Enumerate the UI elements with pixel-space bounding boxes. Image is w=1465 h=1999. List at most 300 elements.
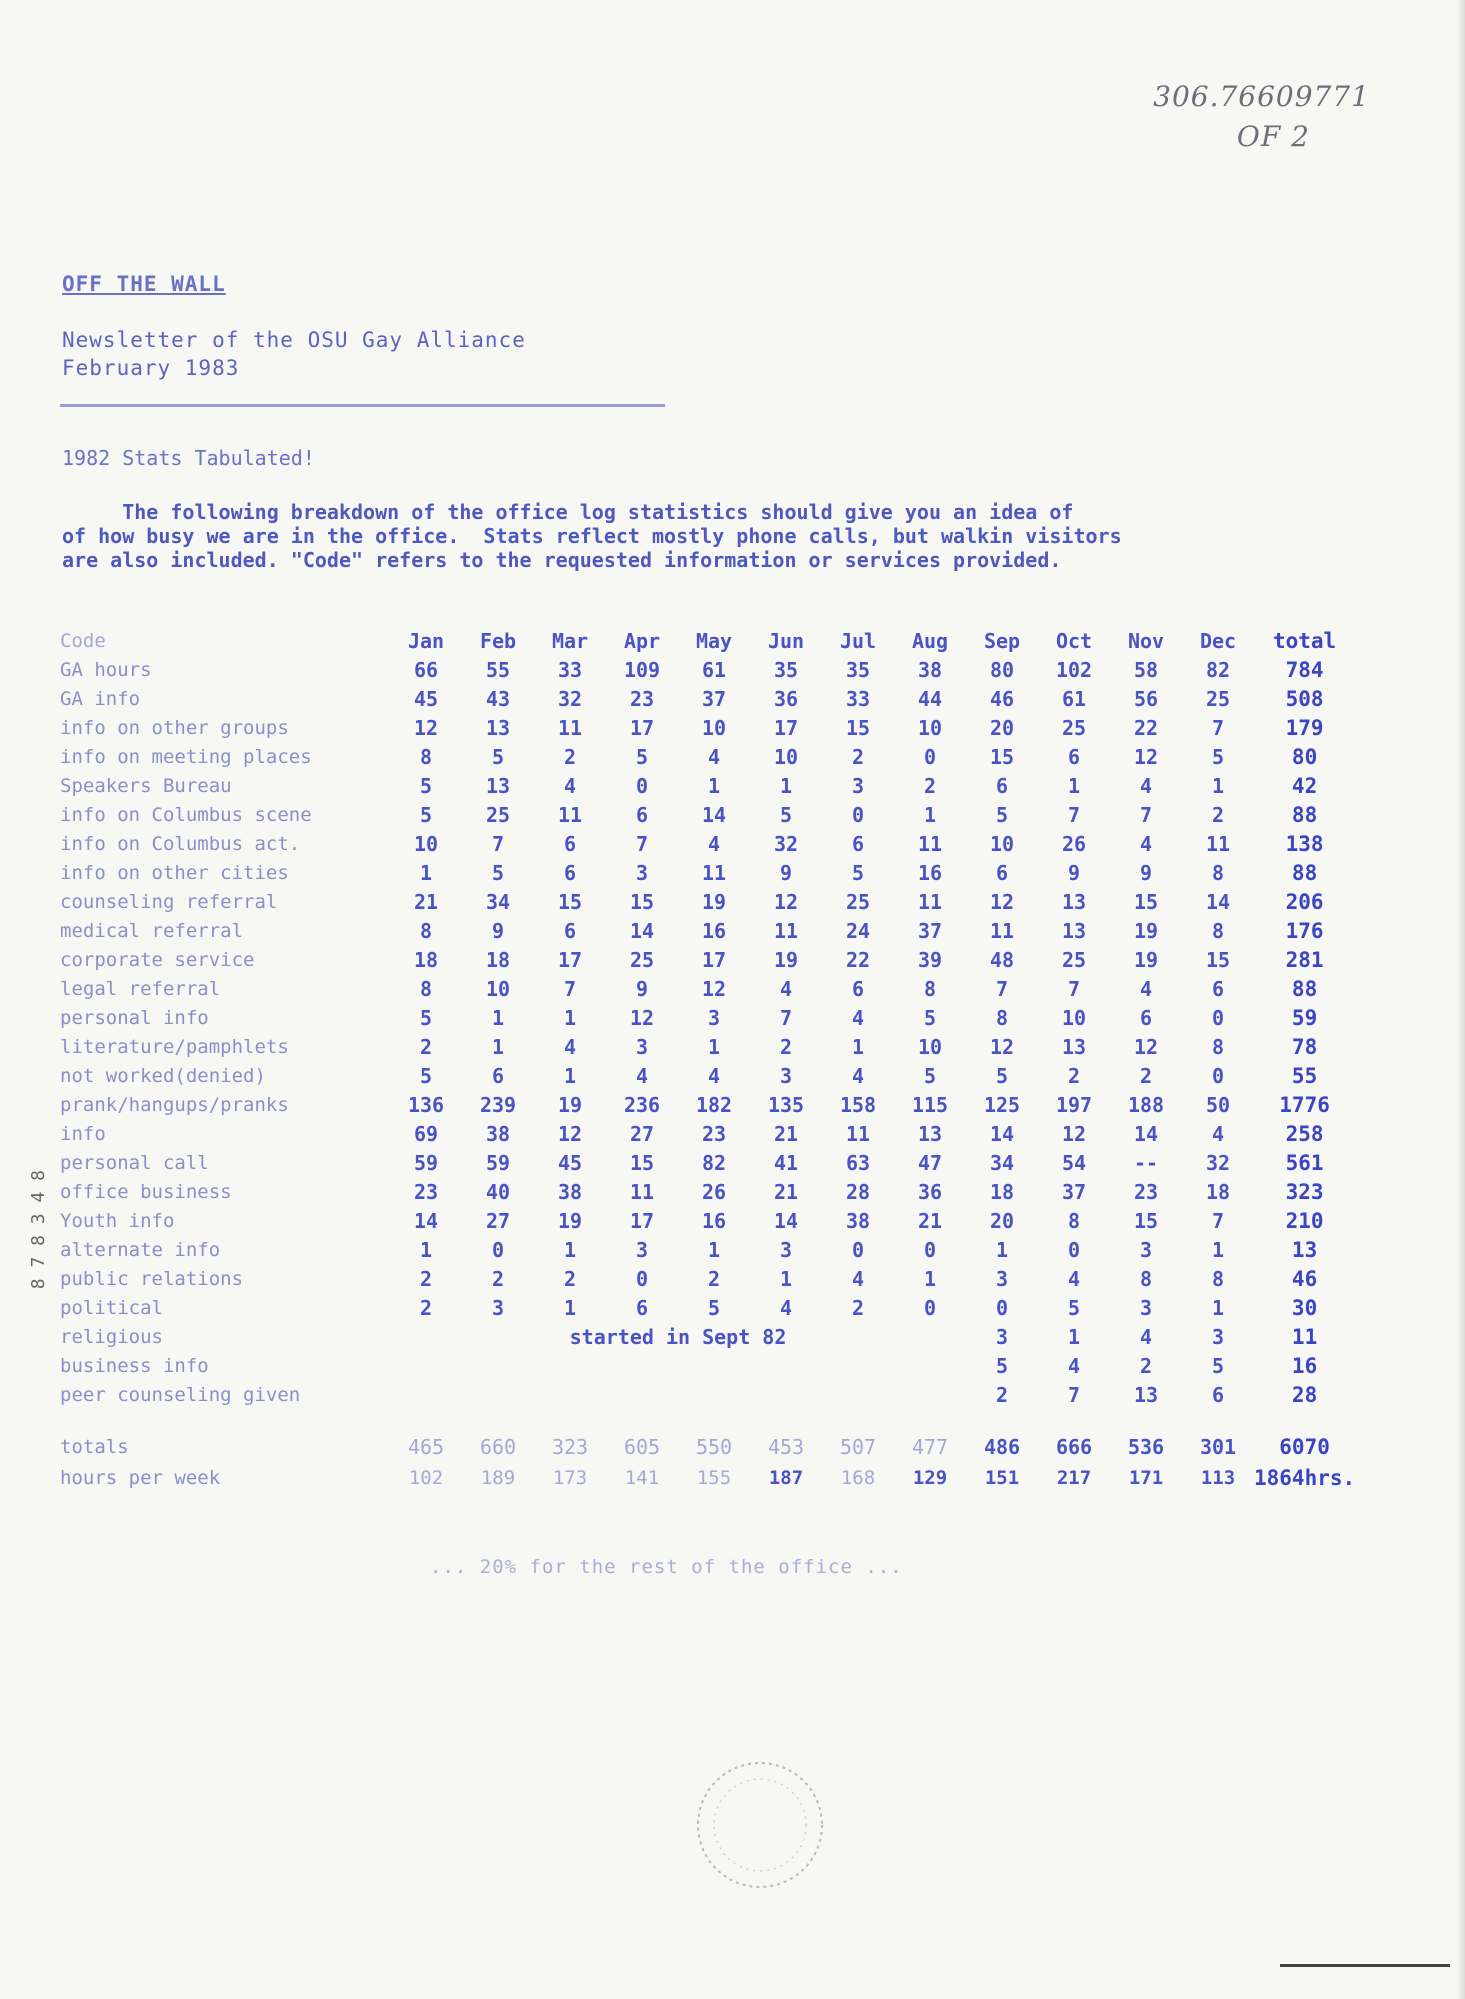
code-label: info on other cities <box>60 861 289 884</box>
hours-value: 129 <box>912 1466 948 1489</box>
row-total: 55 <box>1291 1063 1318 1088</box>
cell-value: 5 <box>635 744 649 769</box>
hours-per-week-row <box>60 1463 1355 1492</box>
cell-value: 44 <box>917 686 943 711</box>
cell-value: 2 <box>563 1266 577 1291</box>
cell-value: 12 <box>701 976 727 1001</box>
cell-value: 1 <box>563 1295 577 1320</box>
code-label: prank/hangups/pranks <box>60 1093 289 1116</box>
cell-value: 6 <box>851 976 865 1001</box>
row-total: 784 <box>1285 657 1324 682</box>
table-row <box>60 800 1355 829</box>
cell-value: 32 <box>1205 1150 1231 1175</box>
cell-value: 20 <box>989 715 1015 740</box>
cell-value: 5 <box>779 802 793 827</box>
cell-value: 11 <box>989 918 1015 943</box>
cell-value: 3 <box>635 860 649 885</box>
cell-value: 7 <box>1067 1382 1081 1407</box>
cell-value <box>822 1380 894 1409</box>
cell-value: 7 <box>779 1005 793 1030</box>
code-label: Speakers Bureau <box>60 774 232 797</box>
cell-value: 1 <box>1211 773 1225 798</box>
row-total: 78 <box>1291 1034 1318 1059</box>
cell-value: 12 <box>989 1034 1015 1059</box>
hours-value: 113 <box>1200 1466 1236 1489</box>
cell-value: 19 <box>773 947 799 972</box>
monthly-total: 605 <box>623 1435 661 1459</box>
footer-rule <box>1280 1964 1450 1967</box>
code-label: corporate service <box>60 948 255 971</box>
cell-value: 17 <box>557 947 583 972</box>
cell-value: 5 <box>995 1063 1009 1088</box>
intro-line: are also included. "Code" refers to the requested information or services provided. <box>62 548 1062 572</box>
cell-value: 102 <box>1055 657 1093 682</box>
cell-value: 23 <box>629 686 655 711</box>
cell-value: 34 <box>485 889 511 914</box>
cell-value: 12 <box>1133 1034 1159 1059</box>
code-label: political <box>60 1296 163 1319</box>
cell-value: 0 <box>995 1295 1009 1320</box>
cell-value: 15 <box>1133 1208 1159 1233</box>
table-row <box>60 1293 1355 1322</box>
cell-value: 13 <box>485 715 511 740</box>
monthly-total: 453 <box>767 1435 805 1459</box>
code-label: legal referral <box>60 977 221 1000</box>
cell-value: 45 <box>413 686 439 711</box>
table-row <box>60 1090 1355 1119</box>
cell-value: 135 <box>767 1092 805 1117</box>
month-header: Sep <box>983 628 1021 653</box>
hours-value: 171 <box>1128 1466 1164 1489</box>
cell-value: 13 <box>1133 1382 1159 1407</box>
cell-value: 4 <box>851 1063 865 1088</box>
cell-value: 11 <box>629 1179 655 1204</box>
table-row <box>60 945 1355 974</box>
cell-value: 2 <box>419 1034 433 1059</box>
cell-value: 26 <box>1061 831 1087 856</box>
cell-value: 14 <box>773 1208 799 1233</box>
monthly-total: 323 <box>551 1435 589 1459</box>
cell-value: 13 <box>1061 889 1087 914</box>
cell-value: 17 <box>629 715 655 740</box>
started-note: started in Sept 82 <box>569 1324 787 1349</box>
cell-value: 15 <box>1133 889 1159 914</box>
month-header: Dec <box>1199 628 1237 653</box>
cell-value: 10 <box>413 831 439 856</box>
cell-value: 115 <box>911 1092 949 1117</box>
cell-value: 25 <box>1061 947 1087 972</box>
cell-value: 8 <box>1211 1034 1225 1059</box>
cell-value: 47 <box>917 1150 943 1175</box>
cell-value: 15 <box>845 715 871 740</box>
cell-value: 4 <box>1139 1324 1153 1349</box>
cell-value: 23 <box>701 1121 727 1146</box>
cell-value: 61 <box>701 657 727 682</box>
monthly-total: 550 <box>695 1435 733 1459</box>
cell-value: 9 <box>635 976 649 1001</box>
month-header: Feb <box>479 628 517 653</box>
code-label: info on other groups <box>60 716 289 739</box>
cell-value: 158 <box>839 1092 877 1117</box>
cell-value: 17 <box>629 1208 655 1233</box>
cell-value: 4 <box>1139 773 1153 798</box>
month-header: Jan <box>407 628 445 653</box>
table-row <box>60 1235 1355 1264</box>
row-total: 16 <box>1291 1353 1318 1378</box>
cell-value: 15 <box>557 889 583 914</box>
row-total: 42 <box>1291 773 1318 798</box>
cell-value: 13 <box>485 773 511 798</box>
code-label: GA hours <box>60 658 152 681</box>
newsletter-subtitle: Newsletter of the OSU Gay Alliance <box>62 328 526 352</box>
code-label: medical referral <box>60 919 244 942</box>
hours-total: 1864hrs. <box>1254 1465 1356 1490</box>
cell-value: 5 <box>707 1295 721 1320</box>
cell-value: 45 <box>557 1150 583 1175</box>
hours-value: 102 <box>408 1466 444 1489</box>
cell-value: 11 <box>917 889 943 914</box>
cell-value: 15 <box>629 1150 655 1175</box>
hours-value: 141 <box>624 1466 660 1489</box>
cell-value: 9 <box>491 918 505 943</box>
cell-value: 1 <box>419 1237 433 1262</box>
cell-value: 182 <box>695 1092 733 1117</box>
cell-value: 5 <box>923 1063 937 1088</box>
cell-value: 11 <box>1205 831 1231 856</box>
cell-value: 18 <box>989 1179 1015 1204</box>
cell-value <box>606 1380 678 1409</box>
table-row <box>60 771 1355 800</box>
cell-value: 27 <box>485 1208 511 1233</box>
newsletter-masthead: OFF THE WALL <box>62 272 226 296</box>
cell-value: 17 <box>773 715 799 740</box>
total-column-header: total <box>1272 628 1337 653</box>
cell-value: 82 <box>701 1150 727 1175</box>
code-label: Youth info <box>60 1209 175 1232</box>
row-total: 281 <box>1285 947 1324 972</box>
cell-value: 1 <box>707 773 721 798</box>
cell-value: 1 <box>779 1266 793 1291</box>
cell-value: 21 <box>413 889 439 914</box>
cell-value: 4 <box>1211 1121 1225 1146</box>
cell-value: 3 <box>491 1295 505 1320</box>
cell-value: 3 <box>851 773 865 798</box>
row-total: 1776 <box>1279 1092 1330 1117</box>
cell-value: 33 <box>845 686 871 711</box>
cell-value: 8 <box>923 976 937 1001</box>
code-label: personal call <box>60 1151 209 1174</box>
cell-value: 15 <box>629 889 655 914</box>
code-label: alternate info <box>60 1238 221 1261</box>
cell-value: 1 <box>995 1237 1009 1262</box>
cell-value <box>390 1351 462 1380</box>
cell-value: 8 <box>419 976 433 1001</box>
cell-value: 0 <box>923 1237 937 1262</box>
table-row <box>60 684 1355 713</box>
cell-value: 0 <box>851 802 865 827</box>
cell-value: 1 <box>419 860 433 885</box>
cell-value: 0 <box>851 1237 865 1262</box>
row-total: 30 <box>1291 1295 1318 1320</box>
cell-value: 37 <box>1061 1179 1087 1204</box>
table-row <box>60 742 1355 771</box>
cell-value: 21 <box>917 1208 943 1233</box>
cell-value: 5 <box>995 1353 1009 1378</box>
handwritten-copy-note: OF 2 <box>1236 120 1310 153</box>
code-label: info on meeting places <box>60 745 312 768</box>
cell-value: 6 <box>1139 1005 1153 1030</box>
table-row <box>60 1003 1355 1032</box>
table-row <box>60 713 1355 742</box>
cell-value: 5 <box>419 1063 433 1088</box>
intro-line: of how busy we are in the office. Stats reflect mostly phone calls, but walkin visitors <box>62 524 1122 548</box>
monthly-total: 507 <box>839 1435 877 1459</box>
cell-value: 82 <box>1205 657 1231 682</box>
table-row <box>60 1061 1355 1090</box>
cell-value: 10 <box>485 976 511 1001</box>
hours-value: 173 <box>552 1466 588 1489</box>
code-label: personal info <box>60 1006 209 1029</box>
cell-value: 9 <box>1067 860 1081 885</box>
cell-value: 2 <box>419 1295 433 1320</box>
cell-value: 80 <box>989 657 1015 682</box>
cell-value: 1 <box>1067 773 1081 798</box>
cell-value: 2 <box>779 1034 793 1059</box>
cell-value: 2 <box>995 1382 1009 1407</box>
cell-value: 7 <box>635 831 649 856</box>
cell-value: 25 <box>1061 715 1087 740</box>
cell-value: 41 <box>773 1150 799 1175</box>
month-header: Nov <box>1127 628 1165 653</box>
cell-value: 3 <box>707 1005 721 1030</box>
cell-value: 54 <box>1061 1150 1087 1175</box>
table-row <box>60 1380 1355 1409</box>
cell-value <box>750 1351 822 1380</box>
cell-value: 20 <box>989 1208 1015 1233</box>
cell-value <box>894 1380 966 1409</box>
row-total: 11 <box>1291 1324 1318 1349</box>
row-total: 179 <box>1285 715 1324 740</box>
cell-value: 0 <box>1211 1063 1225 1088</box>
cell-value: 5 <box>419 1005 433 1030</box>
table-row <box>60 1351 1355 1380</box>
month-header: May <box>695 628 733 653</box>
month-header: Apr <box>623 628 661 653</box>
cell-value: 59 <box>485 1150 511 1175</box>
cell-value: 13 <box>1061 918 1087 943</box>
cell-value: 11 <box>701 860 727 885</box>
cell-value: 19 <box>557 1092 583 1117</box>
table-row <box>60 1032 1355 1061</box>
table-row <box>60 1119 1355 1148</box>
cell-value: 4 <box>779 976 793 1001</box>
cell-value: 23 <box>413 1179 439 1204</box>
code-label: counseling referral <box>60 890 278 913</box>
cell-value: 11 <box>845 1121 871 1146</box>
header-rule <box>60 404 665 407</box>
row-total: 210 <box>1285 1208 1324 1233</box>
month-header: Jul <box>839 628 877 653</box>
cell-value: 25 <box>485 802 511 827</box>
cell-value: 50 <box>1205 1092 1231 1117</box>
row-total: 59 <box>1291 1005 1318 1030</box>
cell-value: 21 <box>773 1121 799 1146</box>
cell-value: 37 <box>917 918 943 943</box>
margin-number: 8 7 8 3 4 8 <box>28 1170 49 1290</box>
cell-value: 25 <box>629 947 655 972</box>
cell-value: 239 <box>479 1092 517 1117</box>
code-label: info on Columbus act. <box>60 832 301 855</box>
row-total: 561 <box>1285 1150 1324 1175</box>
cell-value: 5 <box>1211 1353 1225 1378</box>
hours-value: 187 <box>768 1466 804 1489</box>
cell-value: 13 <box>1061 1034 1087 1059</box>
cell-value: 7 <box>563 976 577 1001</box>
cell-value: 0 <box>491 1237 505 1262</box>
cell-value: 19 <box>1133 947 1159 972</box>
cell-value: 6 <box>995 860 1009 885</box>
cell-value: 4 <box>851 1005 865 1030</box>
cell-value: 1 <box>707 1237 721 1262</box>
cell-value: 4 <box>563 1034 577 1059</box>
cell-value: 18 <box>413 947 439 972</box>
cell-value: 6 <box>1211 976 1225 1001</box>
cell-value: 4 <box>1139 831 1153 856</box>
cell-value: 1 <box>923 802 937 827</box>
code-label: religious <box>60 1325 163 1348</box>
cell-value <box>750 1380 822 1409</box>
cell-value: 1 <box>923 1266 937 1291</box>
cell-value: 8 <box>1067 1208 1081 1233</box>
cell-value: 1 <box>563 1005 577 1030</box>
cell-value: 15 <box>1205 947 1231 972</box>
cell-value: 2 <box>563 744 577 769</box>
cell-value: 46 <box>989 686 1015 711</box>
cell-value: 8 <box>1211 1266 1225 1291</box>
code-label: info on Columbus scene <box>60 803 312 826</box>
cell-value: 6 <box>635 1295 649 1320</box>
cell-value: 3 <box>1139 1295 1153 1320</box>
cell-value: 12 <box>1133 744 1159 769</box>
cell-value: 25 <box>1205 686 1231 711</box>
intro-paragraph <box>62 500 1342 572</box>
cell-value: 7 <box>1067 802 1081 827</box>
cell-value: 59 <box>413 1150 439 1175</box>
cell-value: 32 <box>773 831 799 856</box>
library-stamp-seal <box>690 1755 830 1895</box>
cell-value: 23 <box>1133 1179 1159 1204</box>
cell-value: 11 <box>773 918 799 943</box>
cell-value: 5 <box>419 802 433 827</box>
hours-value: 151 <box>984 1466 1020 1489</box>
handwritten-call-number: 306.76609771 <box>1153 80 1370 113</box>
totals-row <box>60 1431 1355 1463</box>
cell-value: 5 <box>491 744 505 769</box>
cell-value: 2 <box>419 1266 433 1291</box>
cell-value: 7 <box>491 831 505 856</box>
cell-value: 6 <box>851 831 865 856</box>
monthly-total: 301 <box>1199 1435 1237 1459</box>
cell-value: 38 <box>845 1208 871 1233</box>
cell-value: 25 <box>845 889 871 914</box>
cell-value: 40 <box>485 1179 511 1204</box>
hours-value: 217 <box>1056 1466 1092 1489</box>
cell-value: -- <box>1133 1150 1159 1175</box>
cell-value: 10 <box>989 831 1015 856</box>
cell-value: 1 <box>1211 1237 1225 1262</box>
row-total: 508 <box>1285 686 1324 711</box>
table-row <box>60 916 1355 945</box>
row-total: 88 <box>1291 976 1318 1001</box>
row-total: 323 <box>1285 1179 1324 1204</box>
cell-value: 136 <box>407 1092 445 1117</box>
cell-value: 6 <box>995 773 1009 798</box>
cell-value: 56 <box>1133 686 1159 711</box>
cell-value: 55 <box>485 657 511 682</box>
month-header: Aug <box>911 628 949 653</box>
row-total: 13 <box>1291 1237 1318 1262</box>
cell-value: 188 <box>1127 1092 1165 1117</box>
code-label: office business <box>60 1180 232 1203</box>
cell-value: 14 <box>629 918 655 943</box>
cell-value: 109 <box>623 657 661 682</box>
cell-value: 35 <box>773 657 799 682</box>
cell-value: 6 <box>563 860 577 885</box>
cell-value <box>822 1351 894 1380</box>
cell-value: 6 <box>635 802 649 827</box>
table-row <box>60 1206 1355 1235</box>
table-row <box>60 829 1355 858</box>
hours-value: 168 <box>840 1466 876 1489</box>
cell-value: 15 <box>989 744 1015 769</box>
cell-value: 4 <box>779 1295 793 1320</box>
cell-value: 3 <box>1211 1324 1225 1349</box>
newsletter-date: February 1983 <box>62 356 240 380</box>
cell-value: 7 <box>1211 715 1225 740</box>
hours-value: 155 <box>696 1466 732 1489</box>
table-row <box>60 887 1355 916</box>
cell-value <box>390 1380 462 1409</box>
cell-value: 4 <box>851 1266 865 1291</box>
cell-value: 12 <box>1061 1121 1087 1146</box>
cell-value: 10 <box>1061 1005 1087 1030</box>
cell-value: 33 <box>557 657 583 682</box>
cell-value: 2 <box>923 773 937 798</box>
cell-value: 7 <box>1067 976 1081 1001</box>
cell-value: 12 <box>557 1121 583 1146</box>
cell-value: 37 <box>701 686 727 711</box>
cell-value: 1 <box>491 1005 505 1030</box>
cell-value: 0 <box>1067 1237 1081 1262</box>
cell-value: 5 <box>1211 744 1225 769</box>
month-header: Jun <box>767 628 805 653</box>
monthly-total: 465 <box>407 1435 445 1459</box>
cell-value: 3 <box>779 1063 793 1088</box>
cell-value: 61 <box>1061 686 1087 711</box>
monthly-total: 660 <box>479 1435 517 1459</box>
cell-value: 5 <box>419 773 433 798</box>
hours-label: hours per week <box>60 1466 221 1489</box>
cell-value: 22 <box>845 947 871 972</box>
bottom-note: ... 20% for the rest of the office ... <box>430 1556 903 1578</box>
cell-value: 4 <box>707 831 721 856</box>
monthly-total: 477 <box>911 1435 949 1459</box>
cell-value: 14 <box>989 1121 1015 1146</box>
cell-value: 5 <box>1067 1295 1081 1320</box>
cell-value: 9 <box>779 860 793 885</box>
cell-value: 1 <box>563 1237 577 1262</box>
cell-value: 6 <box>563 831 577 856</box>
